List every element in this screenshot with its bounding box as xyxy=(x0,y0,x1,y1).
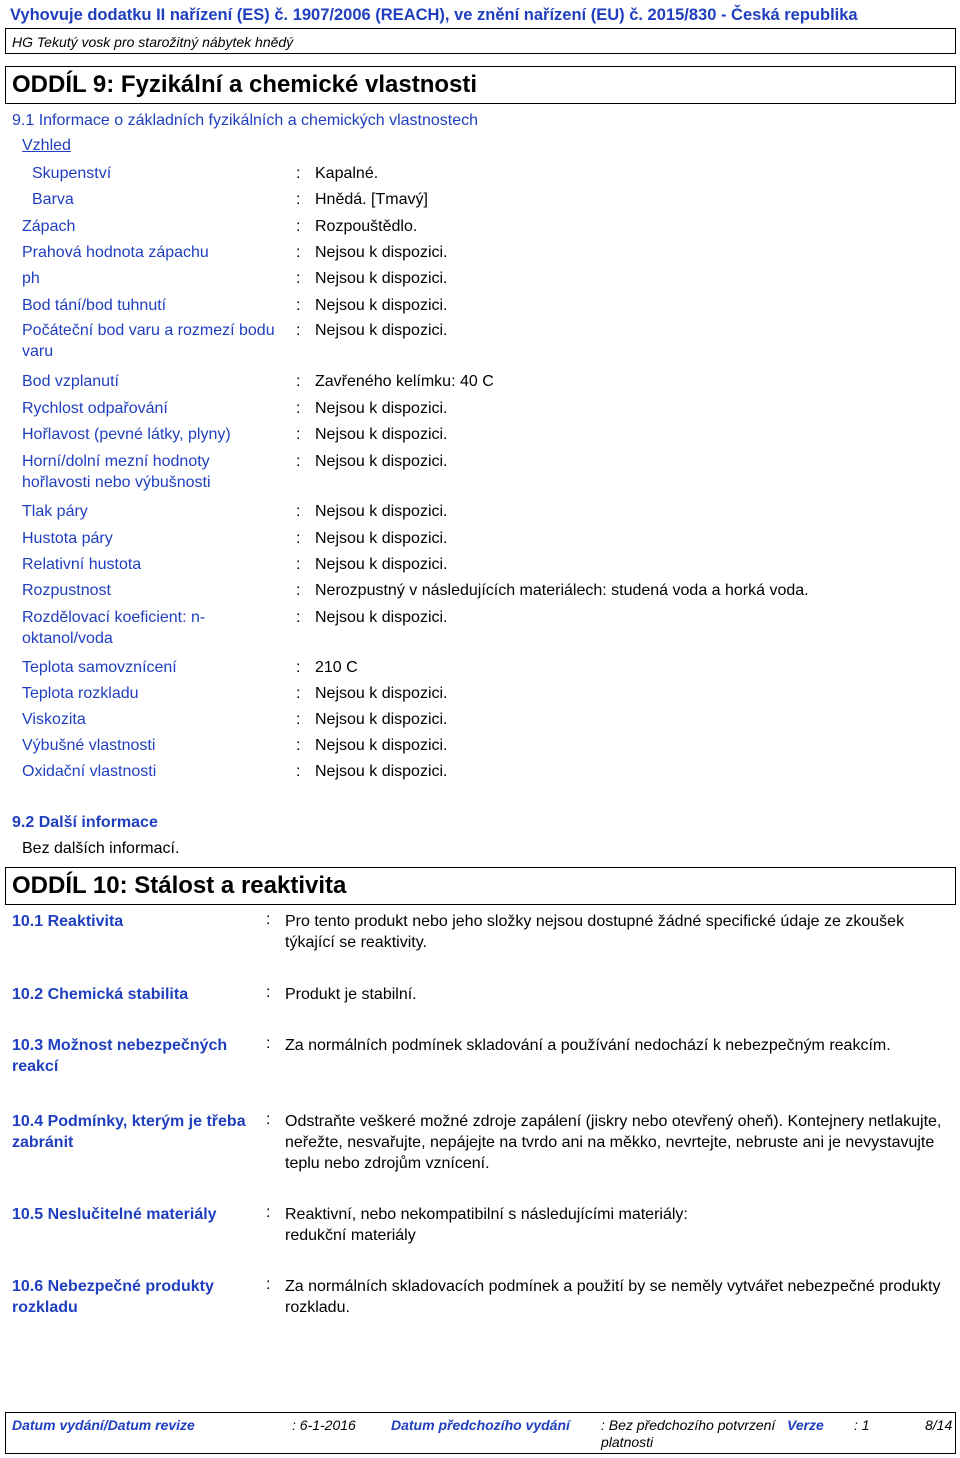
property-colon: : xyxy=(296,685,301,702)
property-colon: : xyxy=(296,763,301,780)
property-label: Prahová hodnota zápachu xyxy=(22,244,209,261)
stability-item-value: Za normálních podmínek skladování a používání nedochází k nebezpečným reakcím. xyxy=(285,1037,891,1054)
stability-item-label: 10.5 Neslučitelné materiály xyxy=(12,1206,217,1223)
subsection-9-1-heading: 9.1 Informace o základních fyzikálních a chemických vlastnostech xyxy=(12,112,478,129)
property-value: Rozpouštědlo. xyxy=(315,218,418,235)
property-colon: : xyxy=(296,453,301,470)
document-title: Vyhovuje dodatku II nařízení (ES) č. 1907/2006 (REACH), ve znění nařízení (EU) č. 2015/830 - Česká republika xyxy=(10,6,858,24)
stability-item-colon: : xyxy=(266,1204,271,1221)
property-label: Rychlost odpařování xyxy=(22,400,168,417)
property-value: Nejsou k dispozici. xyxy=(315,453,448,470)
property-value: Nejsou k dispozici. xyxy=(315,503,448,520)
stability-item-value: Pro tento produkt nebo jeho složky nejsou dostupné žádné specifické údaje ze zkoušek týkající se reaktivity. xyxy=(285,913,905,951)
property-value: Nerozpustný v následujících materiálech: studená voda a horká voda. xyxy=(315,582,809,599)
property-value: Nejsou k dispozici. xyxy=(315,556,448,573)
property-colon: : xyxy=(296,556,301,573)
property-colon: : xyxy=(296,659,301,676)
property-label: Barva xyxy=(32,191,74,208)
footer-version-label: Verze xyxy=(787,1417,824,1433)
property-value: Nejsou k dispozici. xyxy=(315,244,448,261)
appearance-heading: Vzhled xyxy=(22,137,71,154)
property-colon: : xyxy=(296,737,301,754)
property-colon: : xyxy=(296,191,301,208)
stability-item-label: 10.2 Chemická stabilita xyxy=(12,986,189,1003)
property-value: Nejsou k dispozici. xyxy=(315,297,448,314)
page-footer xyxy=(5,1412,956,1454)
stability-item-label: 10.3 Možnost nebezpečných reakcí xyxy=(12,1037,228,1075)
property-value: Zavřeného kelímku: 40 C xyxy=(315,373,494,390)
property-label: Skupenství xyxy=(32,165,112,182)
stability-item-colon: : xyxy=(266,1111,271,1128)
footer-issue-date-label: Datum vydání/Datum revize xyxy=(12,1417,195,1433)
property-label: Relativní hustota xyxy=(22,556,142,573)
property-colon: : xyxy=(296,426,301,443)
stability-item-label: 10.1 Reaktivita xyxy=(12,913,124,930)
footer-previous-issue-value: : Bez předchozího potvrzení platnosti xyxy=(601,1417,776,1450)
property-label: Teplota rozkladu xyxy=(22,685,139,702)
property-colon: : xyxy=(296,711,301,728)
property-value: Nejsou k dispozici. xyxy=(315,322,448,339)
property-value: Nejsou k dispozici. xyxy=(315,426,448,443)
property-label: Počáteční bod varu a rozmezí bodu varu xyxy=(22,322,275,360)
stability-item-value: Produkt je stabilní. xyxy=(285,986,417,1003)
property-value: Nejsou k dispozici. xyxy=(315,711,448,728)
property-value: Nejsou k dispozici. xyxy=(315,270,448,287)
property-label: Bod tání/bod tuhnutí xyxy=(22,297,167,314)
property-label: Viskozita xyxy=(22,711,86,728)
footer-issue-date-value: : 6-1-2016 xyxy=(292,1417,356,1433)
property-value: Nejsou k dispozici. xyxy=(315,685,448,702)
property-value: Nejsou k dispozici. xyxy=(315,530,448,547)
property-colon: : xyxy=(296,322,301,339)
property-value: Nejsou k dispozici. xyxy=(315,609,448,626)
property-value: Nejsou k dispozici. xyxy=(315,737,448,754)
further-info-text: Bez dalších informací. xyxy=(22,840,180,857)
property-colon: : xyxy=(296,297,301,314)
section-9-heading: ODDÍL 9: Fyzikální a chemické vlastnosti xyxy=(5,66,956,104)
property-label: Tlak páry xyxy=(22,503,88,520)
property-label: Oxidační vlastnosti xyxy=(22,763,157,780)
section-10-heading: ODDÍL 10: Stálost a reaktivita xyxy=(5,867,956,905)
property-label: Hořlavost (pevné látky, plyny) xyxy=(22,426,231,443)
stability-item-value: Odstraňte veškeré možné zdroje zapálení (jiskry nebo otevřený oheň). Kontejnery netlakujte, neřežte, nesvařujte, nepájejte na tvrdo ani na měkko, nevrtejte, nebruste ani je nevystavujte teplu nebo zdrojům vznícení. xyxy=(285,1113,942,1172)
stability-item-colon: : xyxy=(266,984,271,1001)
property-label: Teplota samovznícení xyxy=(22,659,177,676)
property-label: Hustota páry xyxy=(22,530,113,547)
property-label: Bod vzplanutí xyxy=(22,373,119,390)
stability-item-colon: : xyxy=(266,911,271,928)
property-value: Kapalné. xyxy=(315,165,379,182)
property-colon: : xyxy=(296,530,301,547)
property-value: Nejsou k dispozici. xyxy=(315,763,448,780)
property-label: Horní/dolní mezní hodnoty hořlavosti nebo výbušnosti xyxy=(22,453,211,491)
product-name-bar: HG Tekutý vosk pro starožitný nábytek hnědý xyxy=(5,28,956,54)
stability-item-label: 10.4 Podmínky, kterým je třeba zabránit xyxy=(12,1113,246,1151)
property-colon: : xyxy=(296,270,301,287)
property-colon: : xyxy=(296,503,301,520)
property-colon: : xyxy=(296,609,301,626)
footer-previous-issue-label: Datum předchozího vydání xyxy=(391,1417,570,1433)
stability-item-value: Reaktivní, nebo nekompatibilní s následujícími materiály: redukční materiály xyxy=(285,1206,688,1244)
property-value: 210 C xyxy=(315,659,358,676)
property-colon: : xyxy=(296,244,301,261)
subsection-9-2-heading: 9.2 Další informace xyxy=(12,814,158,831)
property-label: Rozpustnost xyxy=(22,582,111,599)
stability-item-colon: : xyxy=(266,1276,271,1293)
footer-version-value: : 1 xyxy=(854,1417,870,1433)
property-value: Nejsou k dispozici. xyxy=(315,400,448,417)
property-value: Hnědá. [Tmavý] xyxy=(315,191,428,208)
property-label: Výbušné vlastnosti xyxy=(22,737,156,754)
property-colon: : xyxy=(296,400,301,417)
property-colon: : xyxy=(296,218,301,235)
stability-item-label: 10.6 Nebezpečné produkty rozkladu xyxy=(12,1278,214,1316)
footer-page-number: 8/14 xyxy=(925,1417,953,1433)
stability-item-colon: : xyxy=(266,1035,271,1052)
property-colon: : xyxy=(296,165,301,182)
property-label: Zápach xyxy=(22,218,76,235)
property-label: ph xyxy=(22,270,40,287)
property-colon: : xyxy=(296,582,301,599)
property-label: Rozdělovací koeficient: n-oktanol/voda xyxy=(22,609,206,647)
stability-item-value: Za normálních skladovacích podmínek a použití by se neměly vytvářet nebezpečné produkty rozkladu. xyxy=(285,1278,941,1316)
property-colon: : xyxy=(296,373,301,390)
